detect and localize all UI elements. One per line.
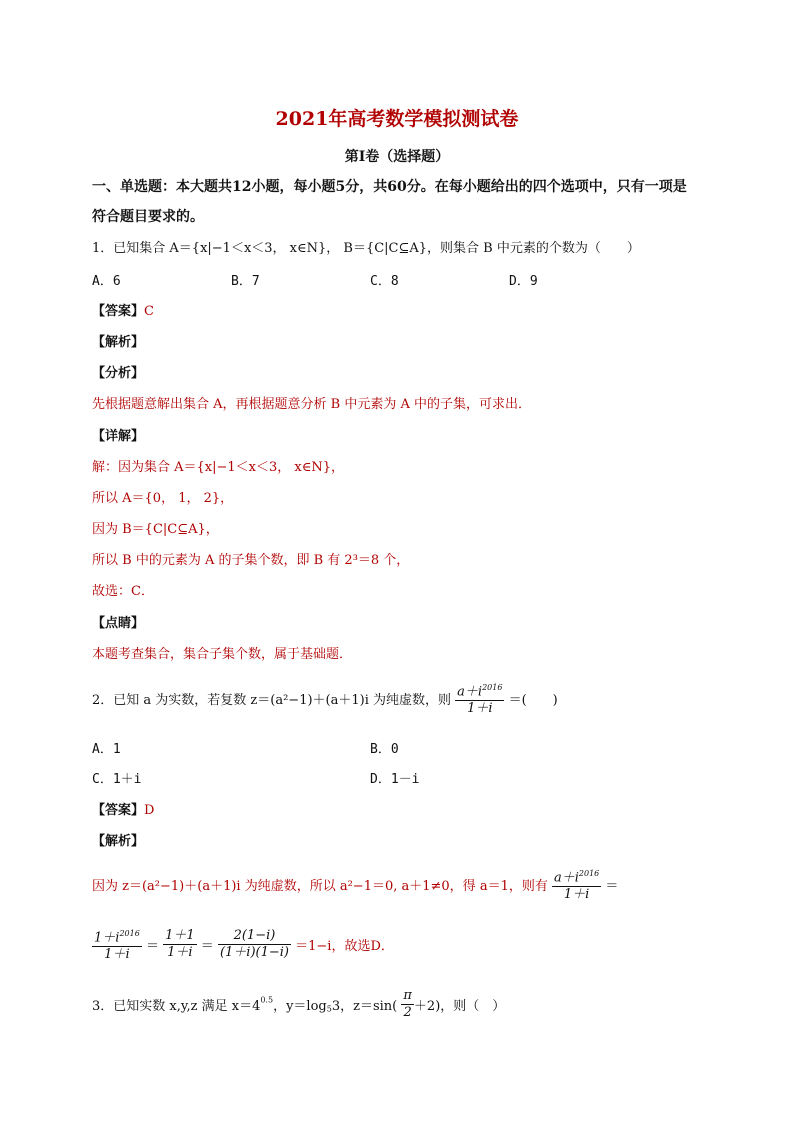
q2-analysis-label: 【解析】 [92, 834, 145, 849]
q1-option-b: B．7 [231, 274, 260, 289]
q2-solution-choice: D． [370, 939, 394, 955]
q2-solution-fraction3: $\frac{2(1-i)}{(1+i)(1-i)}$ [219, 928, 289, 961]
q2-fraction [455, 680, 504, 717]
q1-detail-label: 【详解】 [92, 429, 145, 444]
q2-option-c: C．1＋i [92, 772, 142, 787]
q1-detail-line4: 所以 B 中的元素为 A 的子集个数，即 B 有 2³＝8 个， [92, 553, 410, 568]
q1-option-c: C．8 [370, 274, 399, 289]
page-title: 2021年高考数学模拟测试卷 [275, 108, 519, 130]
q2-solution-eq1: ＝ [605, 879, 619, 895]
q2-stem-end: ＝( ) [508, 693, 558, 709]
q2-solution-fraction2: $\frac{1+1}{1+i}$ [165, 928, 195, 961]
q1-option-d: D．9 [509, 274, 538, 289]
q2-stem-text: 2．已知 a 为实数，若复数 z＝(a²−1)＋(a＋1)i 为纯虚数，则 [92, 693, 451, 709]
q2-solution-text1: 因为 z＝(a²−1)＋(a＋1)i 为纯虚数，所以 a²−1＝0, a＋1≠0，得 a＝1，则有 [92, 879, 548, 895]
q2-solution-line2: $\frac{1+i^{2016}}{1+i}$ ＝ $\frac{1+1}{1+i}$ ＝ $\frac{2(1-i)}{(1+i)(1-i)}$ ＝1−i，故选D． [92, 926, 394, 963]
q2-solution-fraction0: $\frac{a+i^{2016}}{1+i}$ [552, 866, 601, 903]
q1-comment-text: 本题考查集合，集合子集个数，属于基础题． [92, 647, 353, 662]
q1-detail-line5: 故选：C． [92, 584, 154, 599]
q3-pi-fraction: $\frac{\pi}{2}$ [403, 988, 412, 1020]
q1-fenxi-text: 先根据题意解出集合 A，再根据题意分析 B 中元素为 A 中的子集，可求出． [92, 397, 531, 412]
q2-answer [92, 799, 154, 818]
q2-answer-label: 【答案】 [92, 803, 145, 818]
q2-option-b: B．0 [370, 742, 399, 757]
q1-detail-line3: 因为 B＝{C|C⊆A}， [92, 522, 219, 537]
q1-answer-label: 【答案】 [92, 304, 145, 319]
q1-fenxi-label: 【分析】 [92, 366, 145, 381]
q2-fraction-denominator: 1＋i [467, 701, 493, 717]
q2-option-d: D．1－i [370, 772, 420, 787]
section-heading-line2: 符合题目要求的。 [92, 209, 204, 225]
q2-solution-end: ＝1−i，故选 [295, 939, 371, 955]
q2-stem [92, 680, 558, 717]
q2-solution-fraction1: $\frac{1+i^{2016}}{1+i}$ [92, 926, 142, 963]
q1-detail-line1: 解：因为集合 A＝{x|−1＜x＜3， x∈N}， [92, 460, 345, 475]
section-heading-line1: 一、单选题：本大题共12小题，每小题5分，共60分。在每小题给出的四个选项中，只有一项是 [92, 179, 687, 195]
q2-solution-line1 [92, 866, 618, 903]
q2-option-a: A．1 [92, 742, 121, 757]
page-subtitle: 第Ⅰ卷（选择题） [344, 149, 450, 165]
q1-comment-label: 【点睛】 [92, 616, 145, 631]
q1-option-a: A．6 [92, 274, 121, 289]
q2-answer-value: D [144, 803, 155, 818]
q3-stem: 3．已知实数 x,y,z 满足 $x=4^{0.5}$，$y=\log_53$，z＝sin( $\frac{\pi}{2}$ ＋2)，则（ ） [92, 988, 506, 1020]
q1-stem: 1．已知集合 A＝{x|−1＜x＜3， x∈N}， B＝{C|C⊆A}，则集合 B 中元素的个数为（ ） [92, 241, 640, 256]
q2-fraction-numerator: $a+i^{2016}$ [455, 680, 504, 701]
q1-detail-line2: 所以 A＝{0， 1， 2}， [92, 491, 234, 506]
q1-analysis-label: 【解析】 [92, 335, 145, 350]
q1-answer-value: C [144, 304, 154, 319]
q1-answer [92, 300, 154, 319]
